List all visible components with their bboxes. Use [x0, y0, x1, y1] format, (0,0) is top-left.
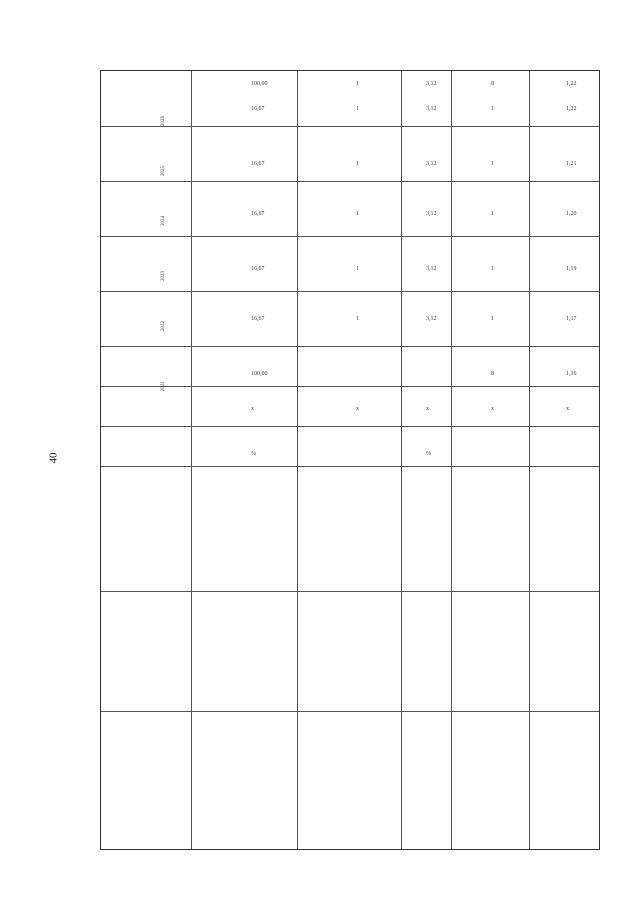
year-2026: 2026: [161, 116, 166, 126]
row-4-fact: x: [491, 406, 494, 412]
grid-line: [101, 426, 599, 427]
row-4-final: 8: [491, 81, 494, 87]
row-5-value-2022: 1,17: [566, 316, 577, 322]
year-2022: 2022: [161, 321, 166, 331]
year-2025: 2025: [161, 166, 166, 176]
grid-line: [401, 71, 402, 849]
grid-line: [101, 291, 599, 292]
page-number: 40: [47, 452, 60, 464]
row-2-value-2025: 1: [356, 161, 359, 167]
grid-line: [451, 71, 452, 849]
grid-line: [191, 71, 192, 849]
year-2024: 2024: [161, 216, 166, 226]
row-5-value-2021: 1,16: [566, 371, 577, 377]
row-3-value-2026: 3,12: [426, 106, 437, 112]
grid-line: [101, 126, 599, 127]
row-4-value-2024: 1: [491, 211, 494, 217]
row-1-value-2021: 100,00: [251, 371, 268, 377]
row-4-value-2021: 8: [491, 371, 494, 377]
row-5-value-2024: 1,20: [566, 211, 577, 217]
row-2-value-2022: 1: [356, 316, 359, 322]
row-2-fact: x: [356, 406, 359, 412]
row-4-value-2022: 1: [491, 316, 494, 322]
row-3-value-2023: 3,12: [426, 266, 437, 272]
grid-line: [101, 236, 599, 237]
row-2-value-2026: 1: [356, 106, 359, 112]
grid-line: [101, 386, 599, 387]
year-2023: 2023: [161, 271, 166, 281]
grid-line: [297, 71, 298, 849]
grid-line: [101, 181, 599, 182]
row-1-value-2022: 16,67: [251, 316, 265, 322]
row-1-value-2025: 16,67: [251, 161, 265, 167]
grid-line: [101, 466, 599, 467]
row-1-fact: x: [251, 406, 254, 412]
row-1-final: 100,00: [251, 81, 268, 87]
row-2-value-2024: 1: [356, 211, 359, 217]
row-3-final: 3,12: [426, 81, 437, 87]
year-2021: 2021: [161, 381, 166, 391]
row-5-value-2026: 1,22: [566, 106, 577, 112]
grid-line: [101, 346, 599, 347]
indicator-table: [100, 70, 600, 850]
grid-line: [101, 711, 599, 712]
row-5-value-2023: 1,19: [566, 266, 577, 272]
row-3-fact: x: [426, 406, 429, 412]
row-1-value-2024: 16,67: [251, 211, 265, 217]
row-5-value-2025: 1,21: [566, 161, 577, 167]
row-1-value-2026: 16,67: [251, 106, 265, 112]
row-3-value-2024: 3,12: [426, 211, 437, 217]
row-5-fact: x: [566, 406, 569, 412]
row-1-unit: %: [251, 451, 256, 457]
grid-line: [101, 591, 599, 592]
row-3-unit: %: [426, 451, 431, 457]
row-4-value-2023: 1: [491, 266, 494, 272]
row-2-final: 1: [356, 81, 359, 87]
row-5-final: 1,22: [566, 81, 577, 87]
row-4-value-2026: 1: [491, 106, 494, 112]
grid-line: [529, 71, 530, 849]
table-grid: [101, 71, 599, 849]
row-3-value-2025: 3,12: [426, 161, 437, 167]
row-2-value-2023: 1: [356, 266, 359, 272]
row-1-value-2023: 16,67: [251, 266, 265, 272]
row-3-value-2022: 3,12: [426, 316, 437, 322]
row-4-value-2025: 1: [491, 161, 494, 167]
